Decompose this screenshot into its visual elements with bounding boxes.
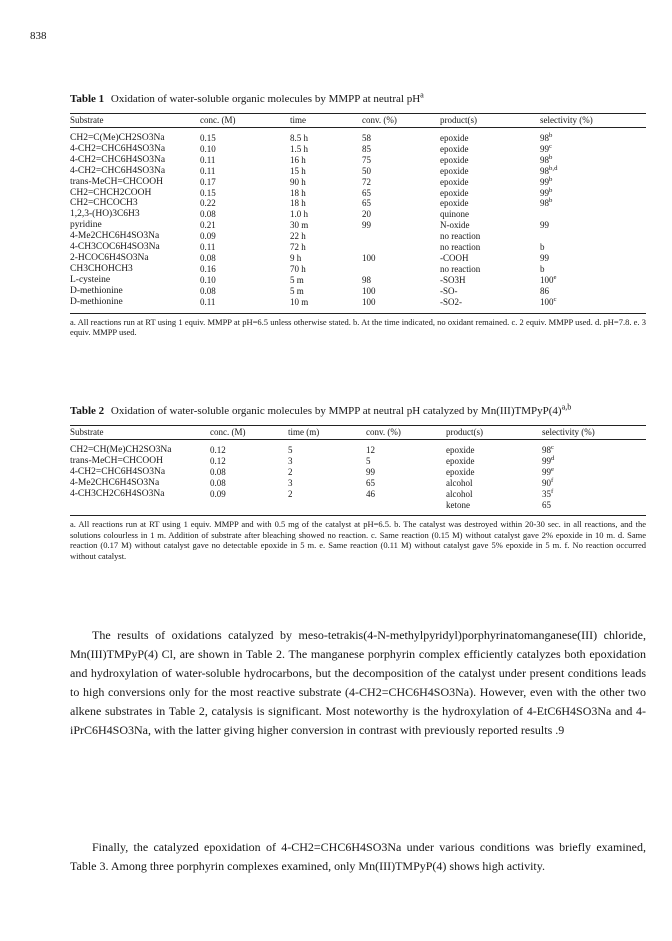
table-row (70, 275, 646, 286)
conv-cell: 65 (362, 198, 371, 209)
conv-cell: 75 (362, 154, 371, 165)
selectivity-cell: 86 (540, 285, 549, 296)
conc-cell: 0.21 (200, 220, 216, 231)
conv-cell: 58 (362, 133, 371, 143)
conv-cell: 72 (362, 176, 371, 187)
time-cell: 9 h (290, 252, 302, 263)
time-cell: 2 (288, 488, 293, 499)
selectivity-cell: 98$^{b,d}$ (540, 164, 558, 176)
selectivity-cell: b (540, 263, 545, 274)
table-row (70, 128, 646, 144)
footnote-marker: e (553, 273, 557, 281)
product-cell: epoxide (446, 455, 475, 466)
conv-cell: 98 (362, 274, 371, 285)
substrate-cell: D-methionine (70, 285, 123, 296)
conv-cell: 5 (366, 455, 371, 466)
time-cell: 8.5 h (290, 133, 308, 143)
table-row (70, 478, 646, 489)
footnote-marker: b (549, 186, 553, 194)
product-cell: no reaction (440, 263, 481, 274)
table-1 (70, 92, 646, 338)
conv-cell: 100 (362, 296, 376, 307)
selectivity-cell: 100e (540, 273, 557, 285)
substrate-cell: pyridine (70, 220, 102, 231)
time-cell: 1.0 h (290, 209, 308, 220)
table-1-caption-label: Table 1 (70, 93, 105, 105)
substrate-cell: 4-CH3COC6H4SO3Na (70, 242, 160, 253)
product-cell: alcohol (446, 488, 473, 499)
product-cell: -SO- (440, 285, 458, 296)
footnote-marker: c (551, 444, 554, 451)
substrate-cell: 4-Me2CHC6H4SO3Na (70, 231, 160, 242)
product-cell: quinone (440, 209, 469, 220)
table-1-grid (70, 113, 646, 314)
product-cell: no reaction (440, 231, 481, 242)
conc-cell: 0.11 (200, 242, 216, 253)
table-row (70, 456, 646, 467)
substrate-cell: trans-MeCH=CHCOOH (70, 176, 163, 187)
substrate-cell: L-cysteine (70, 274, 111, 285)
table-2 (70, 404, 646, 561)
column-header: conc. (M) (210, 427, 246, 437)
conc-cell: 0.15 (200, 187, 216, 198)
conc-cell: 0.08 (210, 466, 226, 477)
table-row (70, 231, 646, 242)
substrate-cell: trans-MeCH=CHCOOH (70, 455, 163, 466)
substrate-cell: 4-Me2CHC6H4SO3Na (70, 477, 160, 488)
table-row (70, 489, 646, 500)
conc-cell: 0.11 (200, 165, 216, 176)
substrate-cell: 4-CH2=CHC6H4SO3Na (70, 143, 166, 154)
table-row (70, 297, 646, 313)
substrate-cell: 4-CH2=CHC6H4SO3Na (70, 165, 166, 176)
footnote-marker: b (549, 197, 553, 205)
conc-cell: 0.09 (200, 231, 216, 242)
selectivity-cell: 99$^c$ (540, 142, 552, 154)
conc-cell: 0.15 (200, 133, 216, 143)
footnote-marker: b (549, 175, 553, 183)
substrate-cell (70, 500, 210, 516)
time-cell: 70 h (290, 263, 306, 274)
time-cell: 22 h (290, 231, 306, 242)
time-cell: 1.5 h (290, 143, 308, 154)
table-2-grid (70, 425, 646, 516)
column-header: Substrate (70, 115, 104, 125)
conv-cell: 65 (362, 187, 371, 198)
product-cell: epoxide (440, 187, 469, 198)
time-cell: 3 (288, 477, 293, 488)
time-cell: 90 h (290, 176, 306, 187)
conc-cell: 0.22 (200, 198, 216, 209)
product-cell: epoxide (440, 133, 469, 143)
substrate-cell: D-methionine (70, 296, 123, 307)
product-cell: epoxide (446, 466, 475, 477)
table-row (70, 242, 646, 253)
product-cell: -SO3H (440, 274, 466, 285)
conv-cell: 100 (362, 285, 376, 296)
product-cell: no reaction (440, 242, 481, 253)
product-cell: epoxide (446, 445, 475, 455)
column-header: selectivity (%) (542, 427, 595, 437)
footnote-marker: c (549, 142, 552, 150)
product-cell: alcohol (446, 477, 473, 488)
conc-cell: 0.10 (200, 143, 216, 154)
page-number: 838 (30, 30, 47, 42)
column-header: conv. (%) (362, 115, 397, 125)
column-header: Substrate (70, 427, 104, 437)
conc-cell: 0.08 (210, 477, 226, 488)
substrate-cell: CH2=CHCOCH3 (70, 198, 138, 209)
table-row (70, 220, 646, 231)
column-header: time (290, 115, 306, 125)
footnote-marker: c (553, 295, 557, 303)
table-row (70, 177, 646, 188)
conc-cell: 0.12 (210, 445, 226, 455)
selectivity-cell (540, 231, 646, 242)
product-cell: epoxide (440, 176, 469, 187)
footnote-marker: b (549, 132, 553, 139)
product-cell: epoxide (440, 143, 469, 154)
table-row (70, 500, 646, 516)
table-row (70, 286, 646, 297)
footnote-marker: f (551, 476, 554, 484)
conc-cell: 0.12 (210, 455, 226, 466)
selectivity-cell: 99$^d$ (542, 454, 555, 466)
product-cell: -SO2- (440, 296, 462, 307)
table-2-caption-sup: a,b (561, 402, 572, 412)
time-cell: 18 h (290, 198, 306, 209)
conc-cell: 0.17 (200, 176, 216, 187)
product-cell: epoxide (440, 198, 469, 209)
time-cell (288, 500, 366, 516)
conv-cell (362, 231, 440, 242)
column-header: conv. (%) (366, 427, 401, 437)
table-2-body (70, 440, 646, 516)
conc-cell: 0.09 (210, 488, 226, 499)
table-row (70, 198, 646, 209)
selectivity-cell: 98$^c$ (542, 444, 554, 455)
column-header: selectivity (%) (540, 115, 593, 125)
conv-cell (362, 264, 440, 275)
table-2-caption-text: Oxidation of water-soluble organic molecules by MMPP at neutral pH catalyzed by Mn(III)TMPyP(4) (110, 405, 562, 417)
conv-cell: 50 (362, 165, 371, 176)
conc-cell: 0.10 (200, 274, 216, 285)
time-cell: 15 h (290, 165, 306, 176)
footnote-marker: e (551, 465, 554, 473)
conv-cell: 100 (362, 252, 376, 263)
selectivity-cell (540, 209, 646, 220)
conc-cell: 0.16 (200, 263, 216, 274)
conv-cell: 99 (366, 466, 375, 477)
selectivity-cell: 98$^b$ (540, 197, 553, 209)
table-row (70, 440, 646, 456)
selectivity-cell: b (540, 242, 545, 253)
conc-cell: 0.08 (200, 285, 216, 296)
footnote-marker: b,d (549, 164, 558, 172)
substrate-cell: 4-CH2=CHC6H4SO3Na (70, 466, 166, 477)
selectivity-cell: 65 (542, 499, 551, 510)
table-2-notes: a. All reactions run at RT using 1 equiv. MMPP and with 0.5 mg of the catalyst at pH=6.5. b. The catalyst was destroyed within 20-30 sec. in all reactions, and the solutions colourless in 1 m. Addition of substrate after bleaching showed no reaction. c. Same reaction (0.15 M) without catalyst gave 2% epoxide in 10 m. d. Same reaction (0.17 M) without catalyst gave no detectable epoxide in 5 m. e. Same reaction (0.11 M) without catalyst gave 5% epoxide in 5 m. f. No reaction occurred without catalyst. (70, 519, 646, 561)
body-paragraph-1: The results of oxidations catalyzed by meso-tetrakis(4-N-methylpyridyl)porphyrinatomanganese(III) chloride, Mn(III)TMPyP(4) Cl, are shown in Table 2. The manganese porphyrin complex efficiently catalyzes both epoxidation and hydroxylation of water-soluble hydrocarbons, but the decomposition of the catalyst under present conditions leads to high conversions only for the most reactive substrate (4-CH2=CHC6H4SO3Na). However, even with the other two alkene substrates in Table 2, catalysis is significant. Most noteworthy is the hydroxylation of 4-EtC6H4SO3Na and 4-iPrC6H4SO3Na, with the latter giving higher conversion in contrast with previously reported results .9 (70, 628, 646, 737)
selectivity-cell: 99e (542, 465, 554, 477)
table-1-notes: a. All reactions run at RT using 1 equiv. MMPP at pH=6.5 unless otherwise stated. b. At the time indicated, no oxidant remained. c. 2 equiv. MMPP used. d. pH=7.8. e. 3 equiv. MMPP used. (70, 316, 646, 337)
product-cell: -COOH (440, 252, 469, 263)
table-1-caption-text: Oxidation of water-soluble organic molecules by MMPP at neutral pH (110, 93, 421, 105)
table-row (70, 253, 646, 264)
selectivity-cell: 100$^c$ (540, 295, 557, 307)
substrate-cell: 1,2,3-(HO)3C6H3 (70, 209, 140, 220)
time-cell: 3 (288, 455, 293, 466)
substrate-cell: CH2=C(Me)CH2SO3Na (70, 133, 165, 143)
table-row (70, 155, 646, 166)
substrate-cell: CH3CHOHCH3 (70, 263, 133, 274)
column-header: product(s) (440, 115, 477, 125)
conv-cell: 85 (362, 143, 371, 154)
column-header: conc. (M) (200, 115, 236, 125)
table-1-caption-sup: a (420, 90, 424, 100)
column-header: time (m) (288, 427, 320, 437)
body-paragraph-2: Finally, the catalyzed epoxidation of 4-CH2=CHC6H4SO3Na under various conditions was briefly examined, Table 3. Among three porphyrin complexes examined, only Mn(III)TMPyP(4) shows high activity. (70, 840, 646, 873)
time-cell: 18 h (290, 187, 306, 198)
footnote-marker: b (549, 153, 553, 161)
selectivity-cell: 99 (540, 220, 549, 231)
time-cell: 16 h (290, 154, 306, 165)
time-cell: 5 m (290, 285, 304, 296)
table-row (70, 144, 646, 155)
table-1-caption (70, 92, 646, 107)
selectivity-cell: 98$^b$ (540, 153, 553, 165)
substrate-cell: CH2=CH(Me)CH2SO3Na (70, 445, 172, 455)
selectivity-cell: 99$^b$ (540, 186, 553, 198)
table-row (70, 209, 646, 220)
conc-cell (210, 500, 288, 516)
column-header: product(s) (446, 427, 483, 437)
selectivity-cell: 99$^b$ (540, 175, 553, 187)
time-cell: 72 h (290, 242, 306, 253)
time-cell: 30 m (290, 220, 309, 231)
table-2-caption (70, 404, 646, 419)
product-cell: N-oxide (440, 220, 470, 231)
conv-cell: 46 (366, 488, 375, 499)
table-1-body (70, 128, 646, 314)
product-cell: epoxide (440, 154, 469, 165)
table-2-header-row (70, 426, 646, 440)
conv-cell: 65 (366, 477, 375, 488)
footnote-marker: f (551, 487, 554, 495)
substrate-cell: CH2=CHCH2COOH (70, 187, 152, 198)
conc-cell: 0.08 (200, 209, 216, 220)
selectivity-cell: 98$^b$ (540, 132, 553, 143)
conv-cell: 20 (362, 209, 371, 220)
table-row (70, 467, 646, 478)
footnote-marker: d (551, 454, 555, 462)
table-row (70, 188, 646, 199)
table-row (70, 166, 646, 177)
table-1-header-row (70, 114, 646, 128)
selectivity-cell: 99 (540, 252, 549, 263)
product-cell: ketone (446, 499, 470, 510)
table-2-caption-label: Table 2 (70, 405, 105, 417)
conv-cell: 12 (366, 445, 375, 455)
conc-cell: 0.11 (200, 296, 216, 307)
substrate-cell: 4-CH2=CHC6H4SO3Na (70, 154, 166, 165)
substrate-cell: 4-CH3CH2C6H4SO3Na (70, 488, 165, 499)
product-cell: epoxide (440, 165, 469, 176)
selectivity-cell: 90$^f$ (542, 476, 554, 488)
table-row (70, 264, 646, 275)
time-cell: 2 (288, 466, 293, 477)
conv-cell (362, 242, 440, 253)
conc-cell: 0.08 (200, 252, 216, 263)
conc-cell: 0.11 (200, 154, 216, 165)
selectivity-cell: 35$^f$ (542, 487, 554, 499)
time-cell: 5 (288, 445, 293, 455)
conv-cell (366, 500, 446, 516)
time-cell: 10 m (290, 296, 309, 307)
conv-cell: 99 (362, 220, 371, 231)
substrate-cell: 2-HCOC6H4SO3Na (70, 252, 149, 263)
time-cell: 5 m (290, 274, 304, 285)
